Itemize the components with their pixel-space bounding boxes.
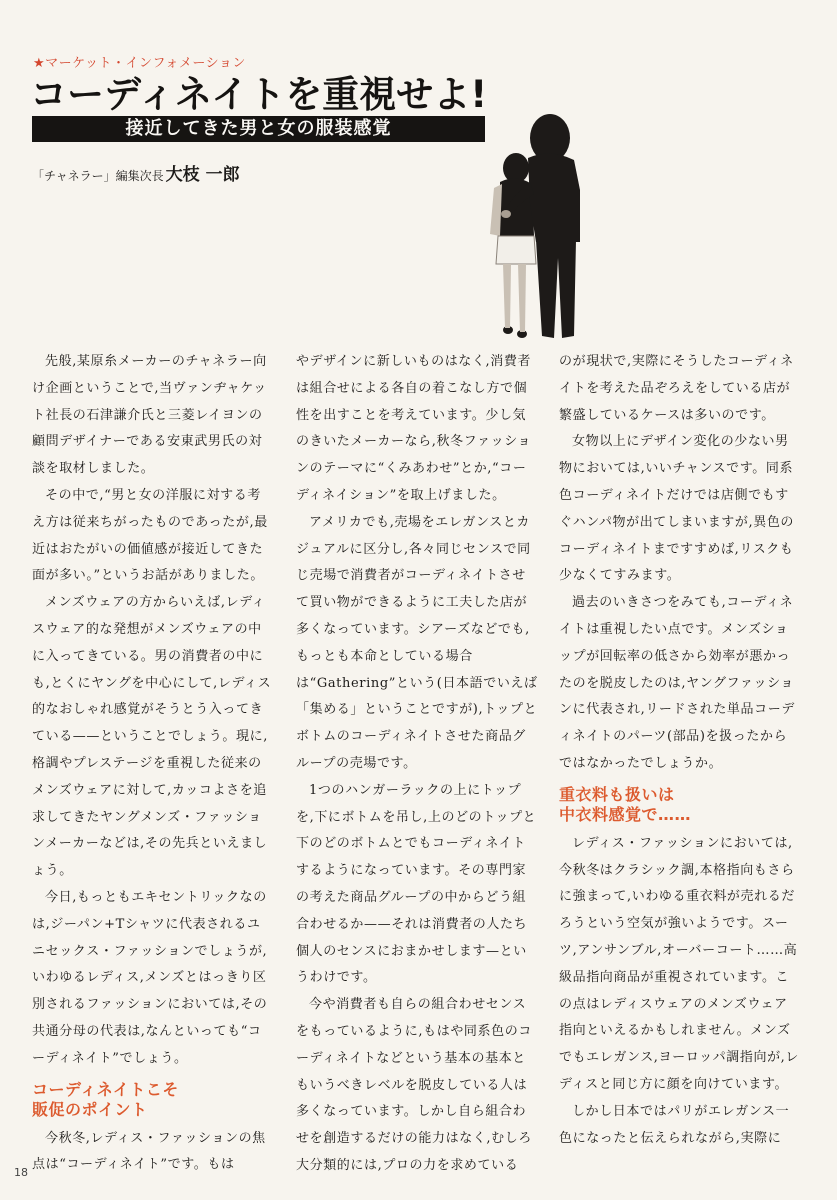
- paragraph: 女物以上にデザイン変化の少ない男物においては,いいチャンスです。同系色コーディネイトだけでは店側でもすぐハンパ物が出てしまいますが,異色のコーディネイトまですすめば,リスクも少なくてすみます。: [559, 434, 795, 584]
- section-heading-line: 重衣料も扱いは: [559, 784, 675, 804]
- paragraph: 今日,もっともエキセントリックなのは,ジーパン+Tシャツに代表されるユニセックス・ファッションでしょうが,いわゆるレディス,メンズとはっきり区別されるファッションにおいては,その共通分母の代表は,なんといっても“コーディネイト”でしょう。: [32, 889, 268, 1066]
- paragraph: 1つのハンガーラックの上にトップを,下にボトムを吊し,上のどのトップと下のどのボトムとでもコーディネイトするようになっています。その専門家の考えた商品グループの中からどう組合わせるか——それは消費者の人たち個人のセンスにおまかせします—というわけです。: [296, 782, 537, 986]
- paragraph: アメリカでも,売場をエレガンスとカジュアルに区分し,各々同じセンスで同じ売場で消費者がコーディネイトさせて買い物ができるように工夫した店が多くなっています。シアーズなどでも,もっとも本命としている場合は“Gathering”という(日本語でいえば「集める」ということですが),トップとボトムのコーディネイトさせた商品グループの売場です。: [296, 514, 538, 771]
- category-label: ★マーケット・インフォメーション: [33, 56, 246, 71]
- page-number: 18: [14, 1166, 28, 1179]
- text-column-3: [559, 349, 799, 1152]
- article-title: コーディネイトを重視せよ!: [30, 73, 488, 116]
- byline: [32, 160, 240, 185]
- section-heading-line: コーディネイトこそ: [32, 1079, 179, 1099]
- byline-role: 「チャネラー」編集次長: [32, 169, 164, 183]
- article-subtitle: 接近してきた男と女の服装感覚: [32, 116, 485, 142]
- paragraph: メンズウェアの方からいえば,レディスウェア的な発想がメンズウェアの中に入ってきている。男の消費者の中にも,とくにヤングを中心にして,レディス的なおしゃれ感覚がそうとう入ってきている——ということでしょう。現に,格調やプレステージを重視した従来のメンズウェアに対して,カッコよさを追求してきたヤングメンズ・ファッションメーカーなどは,その先兵といえましょう。: [32, 595, 272, 879]
- section-heading: [559, 785, 799, 825]
- paragraph: 今秋冬,レディス・ファッションの焦点は“コーディネイト”です。もは: [32, 1130, 266, 1173]
- paragraph: のが現状で,実際にそうしたコーディネイトを考えた品ぞろえをしている店が繁盛しているケースは多いのです。: [559, 354, 794, 423]
- paragraph: しかし日本ではパリがエレガンス一色になったと伝えられながら,実際に: [559, 1103, 790, 1146]
- text-column-1: [32, 349, 274, 1179]
- paragraph: その中で,“男と女の洋服に対する考え方は従来ちがったものであったが,最近はおたがいの価値感が接近してきた面が多い。”というお話がありました。: [32, 487, 268, 584]
- paragraph: レディス・ファッションにおいては,今秋冬はクラシック調,本格指向もさらに強まって,いわゆる重衣料が売れるだろうという空気が強いようです。スーツ,アンサンブル,オーバーコート……高級品指向商品が重視されています。この点はレディスウェアのメンズウェア指向といえるかもしれません。メンズでもエレガンス,ヨーロッパ調指向が,レディスと同じ方に顔を向けています。: [559, 835, 800, 1092]
- text-column-2: [296, 349, 538, 1180]
- section-heading-line: 中衣料感覚で……: [559, 804, 692, 824]
- byline-author: 大枝 一郎: [165, 165, 240, 185]
- paragraph: 過去のいきさつをみても,コーディネイトは重視したい点です。メンズショップが回転率の低さから効率が悪かったのを脱皮したのは,ヤングファッションに代表され,リードされた単品コーディネイトのパーツ(部品)を扱ったからではなかったでしょうか。: [559, 595, 795, 771]
- section-heading-line: 販促のポイント: [32, 1099, 148, 1119]
- couple-photo: [470, 108, 600, 344]
- paragraph: 先般,某原糸メーカーのチャネラー向け企画ということで,当ヴァンヂャケット社長の石津謙介氏と三菱レイヨンの顧問デザイナーである安東武男氏の対談を取材しました。: [32, 354, 267, 477]
- paragraph: やデザインに新しいものはなく,消費者は組合せによる各自の着こなし方で個性を出すことを考えています。少し気のきいたメーカーなら,秋冬ファッションのテーマに“くみあわせ”とか,“コーディネイション”を取上げました。: [296, 354, 532, 503]
- paragraph: 今や消費者も自らの組合わせセンスをもっているように,もはや同系色のコーディネイトなどという基本の基本ともいうべきレベルを脱皮している人は多くなっています。しかし自ら組合わせを創造するだけの能力はなく,むしろ大分類的には,プロの力を求めている: [296, 997, 532, 1173]
- section-heading: [32, 1080, 274, 1120]
